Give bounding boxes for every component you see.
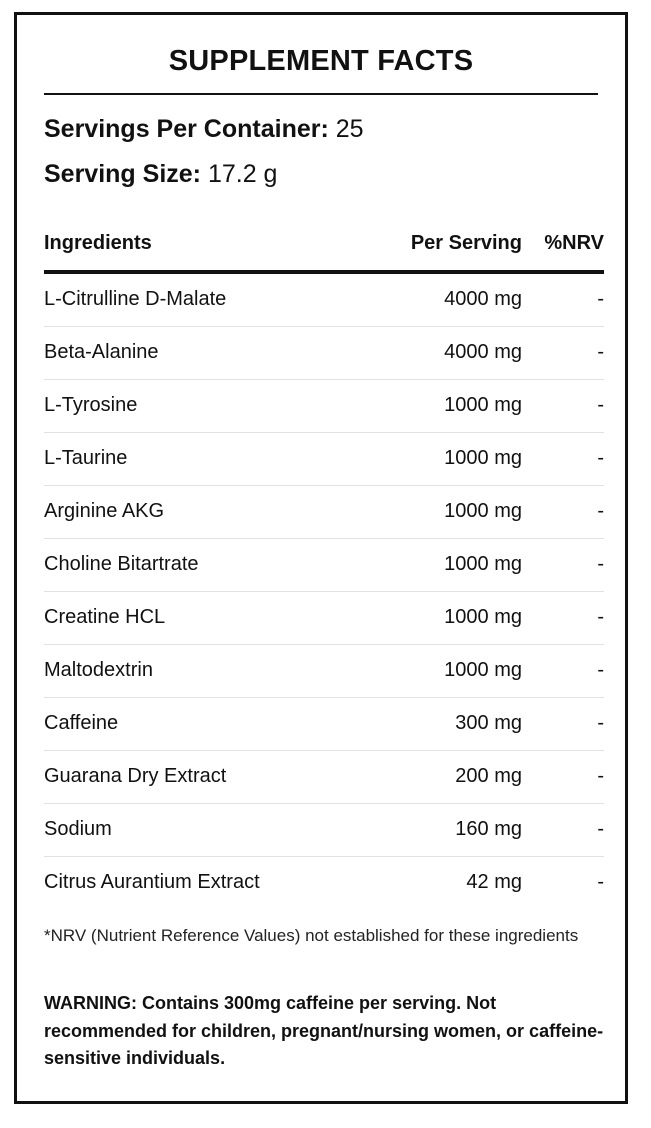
ingredient-name: L-Tyrosine xyxy=(44,394,138,416)
ingredient-name: Caffeine xyxy=(44,712,119,734)
table-row xyxy=(44,486,604,539)
per-serving-amount: 4000 mg xyxy=(444,341,522,363)
table-row xyxy=(44,751,604,804)
servings-per-container-value: 25 xyxy=(335,115,364,143)
nrv-value: - xyxy=(597,659,604,681)
table-row xyxy=(44,857,604,909)
table-row xyxy=(44,645,604,698)
ingredient-name: Arginine AKG xyxy=(44,500,165,522)
ingredient-name: Choline Bitartrate xyxy=(44,553,199,575)
table-row xyxy=(44,274,604,327)
nrv-value: - xyxy=(597,500,604,522)
serving-size-value: 17.2 g xyxy=(207,160,278,188)
per-serving-amount: 1000 mg xyxy=(444,553,522,575)
table-row xyxy=(44,433,604,486)
per-serving-amount: 200 mg xyxy=(455,765,522,787)
servings-per-container-label: Servings Per Container: xyxy=(44,115,329,143)
per-serving-amount: 42 mg xyxy=(466,871,522,893)
nrv-value: - xyxy=(597,765,604,787)
serving-size xyxy=(44,160,277,189)
per-serving-amount: 300 mg xyxy=(455,712,522,734)
caffeine-warning: WARNING: Contains 300mg caffeine per serving. Not recommended for children, pregnant/nursing women, or caffeine-sensitive individuals. xyxy=(44,993,604,1068)
per-serving-amount: 1000 mg xyxy=(444,500,522,522)
per-serving-amount: 1000 mg xyxy=(444,659,522,681)
nrv-value: - xyxy=(597,341,604,363)
ingredient-name: Sodium xyxy=(44,818,112,840)
ingredient-name: L-Citrulline D-Malate xyxy=(44,288,227,310)
servings-per-container xyxy=(44,115,364,144)
ingredient-name: Creatine HCL xyxy=(44,606,166,628)
per-serving-amount: 1000 mg xyxy=(444,447,522,469)
nrv-value: - xyxy=(597,553,604,575)
per-serving-amount: 4000 mg xyxy=(444,288,522,310)
nrv-value: - xyxy=(597,712,604,734)
nrv-value: - xyxy=(597,394,604,416)
table-row xyxy=(44,327,604,380)
header-nrv: %NRV xyxy=(544,232,604,254)
header-per-serving: Per Serving xyxy=(410,232,522,254)
title-divider xyxy=(44,93,598,95)
per-serving-amount: 1000 mg xyxy=(444,606,522,628)
supplement-facts-panel xyxy=(14,12,628,1104)
table-row xyxy=(44,804,604,857)
nrv-footnote: *NRV (Nutrient Reference Values) not established for these ingredients xyxy=(44,926,579,945)
header-ingredients: Ingredients xyxy=(44,232,152,254)
per-serving-amount: 160 mg xyxy=(455,818,522,840)
ingredient-name: Citrus Aurantium Extract xyxy=(44,871,260,893)
table-row xyxy=(44,698,604,751)
nrv-value: - xyxy=(597,818,604,840)
ingredient-name: Maltodextrin xyxy=(44,659,153,681)
ingredients-table xyxy=(44,230,604,909)
nrv-value: - xyxy=(597,447,604,469)
table-header xyxy=(44,230,604,270)
nrv-value: - xyxy=(597,288,604,310)
panel-title: SUPPLEMENT FACTS xyxy=(168,45,474,77)
nrv-value: - xyxy=(597,606,604,628)
ingredient-name: Beta-Alanine xyxy=(44,341,159,363)
ingredient-name: L-Taurine xyxy=(44,447,128,469)
table-row xyxy=(44,592,604,645)
nrv-value: - xyxy=(597,871,604,893)
table-row xyxy=(44,380,604,433)
per-serving-amount: 1000 mg xyxy=(444,394,522,416)
ingredient-name: Guarana Dry Extract xyxy=(44,765,227,787)
table-row xyxy=(44,539,604,592)
serving-size-label: Serving Size: xyxy=(44,160,201,188)
